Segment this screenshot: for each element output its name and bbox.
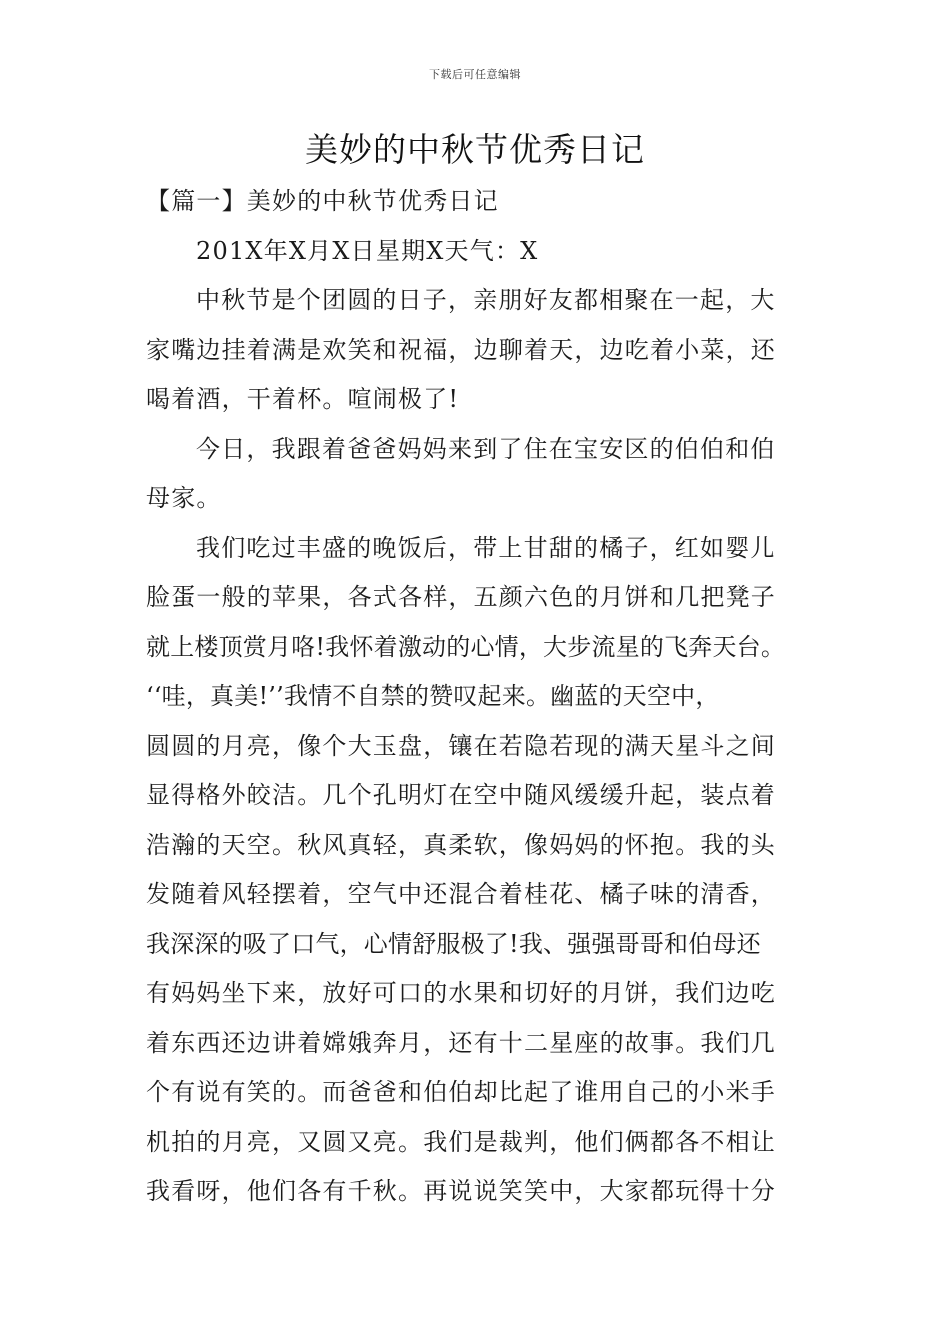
text-line: 我深深的吸了口气，心情舒服极了!我、强强哥哥和伯母还	[146, 929, 761, 958]
text-line: 有妈妈坐下来，放好可口的水果和切好的月饼，我们边吃	[146, 979, 776, 1007]
text-line: ‘‘哇，真美!’’我情不自禁的赞叹起来。幽蓝的天空中，	[146, 682, 720, 710]
text-line: 浩瀚的天空。秋风真轻，真柔软，像妈妈的怀抱。我的头	[146, 830, 776, 859]
text-line: 家嘴边挂着满是欢笑和祝福，边聊着天，边吃着小菜，还	[146, 335, 776, 364]
text-line: 我看呀，他们各有千秋。再说说笑笑中，大家都玩得十分	[146, 1177, 776, 1205]
text-line: 显得格外皎洁。几个孔明灯在空中随风缓缓升起，装点着	[146, 781, 776, 809]
date-weather-line: 201X年X月X日星期X天气：X	[196, 236, 539, 265]
text-line: 我们吃过丰盛的晚饭后，带上甘甜的橘子，红如婴儿	[196, 533, 776, 562]
text-line: 今日，我跟着爸爸妈妈来到了住在宝安区的伯伯和伯	[196, 434, 776, 463]
text-line: 中秋节是个团圆的日子，亲朋好友都相聚在一起，大	[196, 286, 776, 314]
text-line: 喝着酒，干着杯。喧闹极了!	[146, 385, 460, 413]
text-line: 机拍的月亮，又圆又亮。我们是裁判，他们俩都各不相让	[146, 1127, 776, 1156]
text-line: 母家。	[146, 484, 222, 512]
text-line: 脸蛋一般的苹果，各式各样，五颜六色的月饼和几把凳子	[146, 583, 776, 611]
text-line: 个有说有笑的。而爸爸和伯伯却比起了谁用自己的小米手	[146, 1078, 776, 1106]
section-heading: 【篇一】美妙的中秋节优秀日记	[146, 187, 499, 215]
document-title: 美妙的中秋节优秀日记	[305, 130, 645, 169]
text-line: 就上楼顶赏月咯!我怀着激动的心情，大步流星的飞奔天台。	[146, 632, 786, 661]
text-line: 发随着风轻摆着，空气中还混合着桂花、橘子味的清香，	[146, 880, 776, 908]
text-line: 圆圆的月亮，像个大玉盘，镶在若隐若现的满天星斗之间	[146, 731, 776, 760]
diary-body	[146, 177, 826, 1217]
header-note: 下载后可任意编辑	[429, 68, 521, 81]
text-line: 着东西还边讲着嫦娥奔月，还有十二星座的故事。我们几	[146, 1028, 776, 1057]
